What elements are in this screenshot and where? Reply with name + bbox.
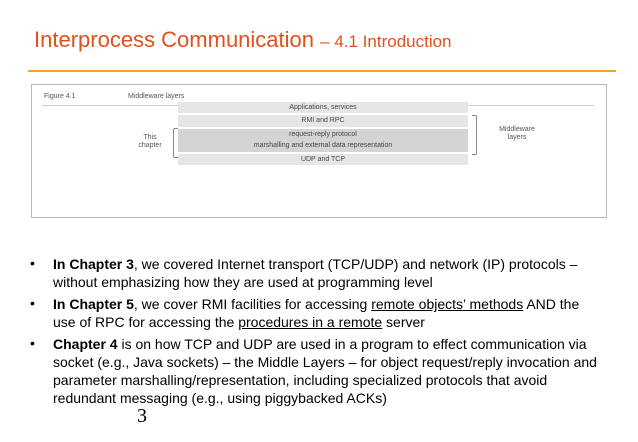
bullet-text: server bbox=[382, 314, 425, 330]
bullet-text: , we covered Internet transport (TCP/UDP) and network (IP) protocols – without emphasizing how they are used at programming level bbox=[53, 256, 578, 290]
layer-marshalling: marshalling and external data representation bbox=[178, 140, 468, 152]
right-brace bbox=[472, 115, 477, 155]
left-brace bbox=[173, 128, 178, 158]
title-subtitle: – 4.1 Introduction bbox=[320, 32, 452, 51]
figure-caption: Middleware layers bbox=[128, 93, 185, 100]
link-procedures-in-remote[interactable]: procedures in a remote bbox=[238, 314, 383, 330]
bullet-bold: In Chapter 5 bbox=[53, 296, 134, 312]
title-divider bbox=[28, 70, 616, 72]
bullet-bold: In Chapter 3 bbox=[53, 256, 134, 272]
bullet-text: is on how TCP and UDP are used in a program to effect communication via socket (e.g., Java sockets) – the Middle Layers – for object request/reply invocation and parameter marshalling/representation, including specialized protocols that avoid redundant messaging (e.g., using piggybacked ACKs) bbox=[53, 336, 597, 406]
middleware-figure bbox=[31, 84, 607, 218]
link-remote-objects-methods[interactable]: remote objects’ methods bbox=[371, 296, 524, 312]
middleware-layers-label: Middleware layers bbox=[499, 126, 535, 141]
bullet-dot-icon: • bbox=[30, 295, 35, 311]
figure-label: Figure 4.1 bbox=[44, 93, 76, 100]
bullet-dot-icon: • bbox=[30, 335, 35, 351]
slide-title bbox=[34, 26, 452, 56]
bullet-bold: Chapter 4 bbox=[53, 336, 118, 352]
this-chapter-label: This chapter bbox=[138, 134, 162, 149]
bullet-text: AND the use of RPC for accessing the bbox=[53, 296, 580, 330]
bullet-item bbox=[30, 295, 600, 331]
bullet-item bbox=[30, 255, 600, 291]
layer-applications: Applications, services bbox=[178, 102, 468, 113]
bullet-text: , we cover RMI facilities for accessing bbox=[133, 296, 372, 312]
layer-request-reply: request-reply protocol bbox=[178, 129, 468, 140]
bullet-list bbox=[30, 255, 600, 411]
page-number: 3 bbox=[137, 405, 147, 427]
title-main: Interprocess Communication bbox=[34, 27, 315, 52]
bullet-dot-icon: • bbox=[30, 255, 35, 271]
bullet-item bbox=[30, 335, 600, 407]
layer-rmi-rpc: RMI and RPC bbox=[178, 115, 468, 127]
layer-udp-tcp: UDP and TCP bbox=[178, 154, 468, 165]
